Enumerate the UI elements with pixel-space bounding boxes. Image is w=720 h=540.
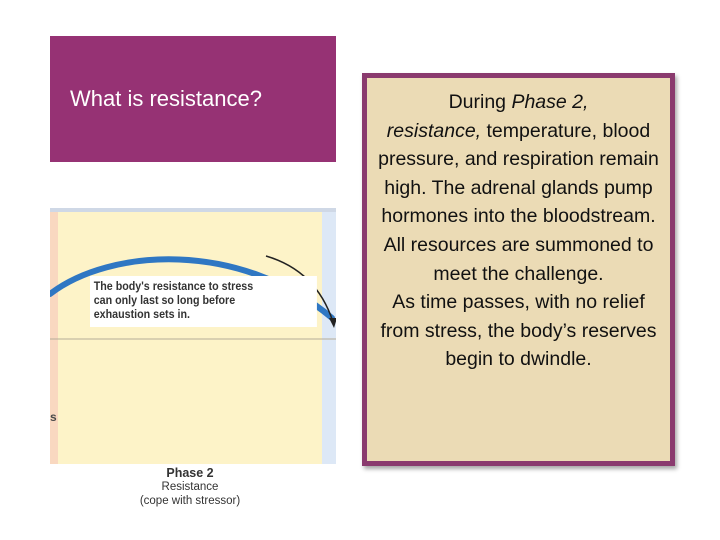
phase-3-band (322, 212, 336, 464)
phase-title: Phase 2 (166, 466, 214, 480)
explanation-paragraph-1 (371, 88, 666, 288)
phase-name: Resistance (161, 481, 219, 493)
phase-term: Phase 2, (511, 91, 589, 113)
resistance-figure (50, 208, 336, 464)
caption-line: exhaustion sets in. (93, 309, 191, 321)
figure-caption (90, 276, 317, 327)
figure-graphic (50, 208, 336, 464)
phase-description: (cope with stressor) (139, 495, 241, 507)
slide-title: What is resistance? (70, 86, 262, 111)
explanation-box (362, 73, 675, 466)
axis-fragment-label: s (50, 410, 57, 424)
phase-1-band (50, 212, 58, 464)
lead-text: During (448, 91, 512, 113)
caption-line: The body's resistance to stress (93, 281, 254, 293)
phase-label (130, 466, 250, 508)
caption-line: can only last so long before (93, 295, 236, 307)
resistance-term: resistance, (386, 119, 482, 142)
body-text: temperature, blood pressure, and respiration remain high. The adrenal glands pump hormones into the bloodstream. All resources are summoned to meet the challenge. (378, 119, 659, 285)
title-panel (50, 36, 336, 162)
explanation-paragraph-2: As time passes, with no relief from stress, the body’s reserves begin to dwindle. (380, 291, 657, 371)
figure-top-border (50, 208, 336, 212)
